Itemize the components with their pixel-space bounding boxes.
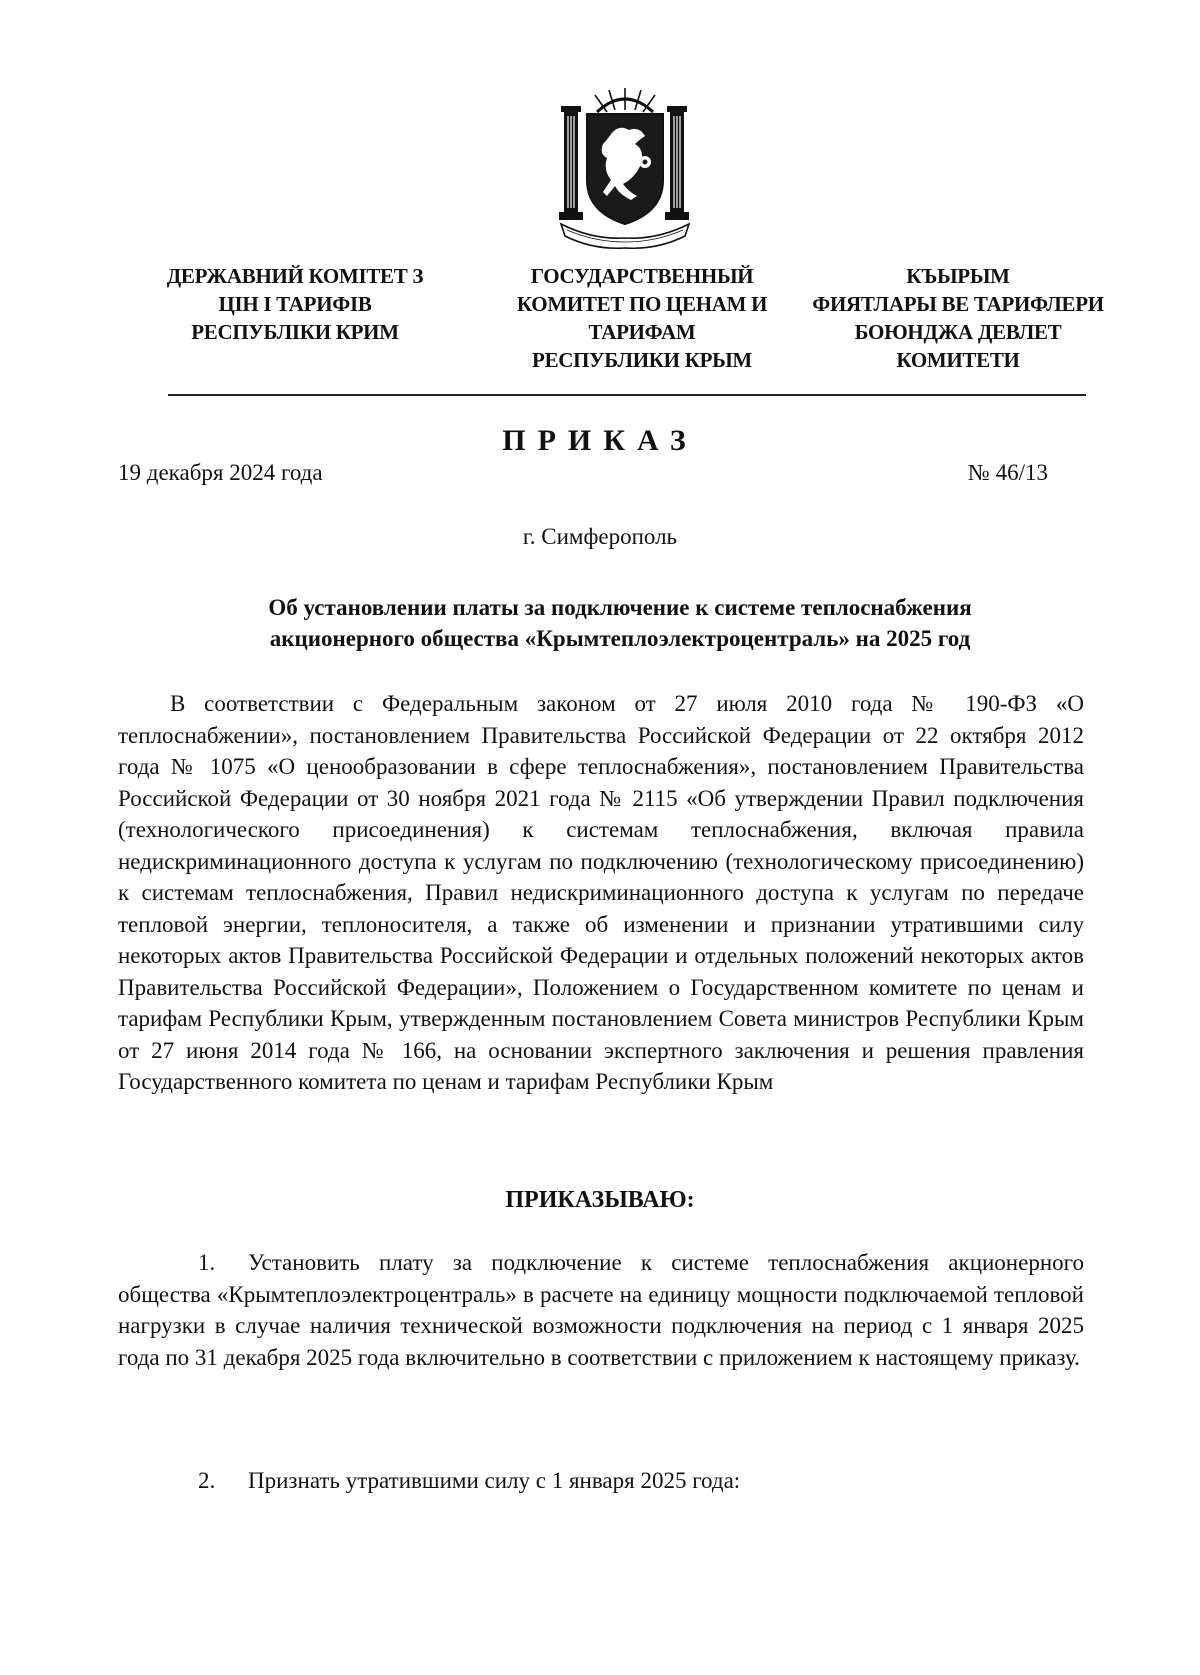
item-number: 1. <box>198 1250 216 1275</box>
order-word: ПРИКАЗЫВАЮ: <box>505 1187 695 1213</box>
header-russian <box>492 262 792 374</box>
document-date: 19 декабря 2024 года <box>118 460 323 485</box>
header-line: ГОСУДАРСТВЕННЫЙ <box>530 264 754 288</box>
preamble-paragraph: В соответствии с Федеральным законом от 27 июля 2010 года № 190-ФЗ «О теплоснабжении», постановлением Правительства Российской Федерации от 22 октября 2012 года № 1075 «О ценообразовании в сфере теплоснабжения», постановлением Правительства Российской Федерации от 30 ноября 2021 года № 2115 «Об утверждении Правил подключения (технологического присоединения) к системам теплоснабжения, включая правила недискриминационного доступа к услугам по подключению (технологическому присоединению) к системам теплоснабжения, Правил недискриминационного доступа к услугам по передаче тепловой энергии, теплоносителя, а также об изменении и признании утратившими силу некоторых актов Правительства Российской Федерации и отдельных положений некоторых актов Правительства Российской Федерации», Положением о Государственном комитете по ценам и тарифам Республики Крым, утвержденным постановлением Совета министров Республики Крым от 27 июня 2014 года № 166, на основании экспертного заключения и решения правления Государственного комитета по ценам и тарифам Республики Крым <box>118 691 1084 1094</box>
header-divider <box>168 394 1086 396</box>
header-ukrainian <box>150 262 440 346</box>
header-line: БОЮНДЖА ДЕВЛЕТ <box>854 320 1062 344</box>
header-line: ЦІН І ТАРИФІВ <box>218 292 372 316</box>
item-text: Установить плату за подключение к системе теплоснабжения акционерного общества «Крымтеплоэлектроцентраль» в расчете на единицу мощности подключаемой тепловой нагрузки в случае наличия технической возможности подключения на период с 1 января 2025 года по 31 декабря 2025 года включительно в соответствии с приложением к настоящему приказу. <box>118 1250 1084 1370</box>
header-line: КОМИТЕТ ПО ЦЕНАМ И <box>516 292 768 316</box>
header-line: ДЕРЖАВНИЙ КОМІТЕТ З <box>166 264 424 288</box>
header-line: КОМИТЕТИ <box>896 348 1020 372</box>
header-crimean-tatar <box>808 262 1108 374</box>
order-item <box>118 1465 1084 1497</box>
order-item <box>118 1247 1084 1373</box>
document-city: г. Симферополь <box>522 524 678 549</box>
header-line: ФИЯТЛАРЫ ВЕ ТАРИФЛЕРИ <box>812 292 1104 316</box>
header-line: РЕСПУБЛІКИ КРИМ <box>191 320 399 344</box>
header-line: РЕСПУБЛИКИ КРЫМ <box>532 348 752 372</box>
crimea-coat-of-arms-icon <box>553 84 697 250</box>
header-line: ТАРИФАМ <box>588 320 696 344</box>
document-number: № 46/13 <box>967 460 1048 485</box>
item-number: 2. <box>198 1468 216 1493</box>
document-type: ПРИКАЗ <box>502 424 698 457</box>
header-line: КЪЫРЫМ <box>906 264 1010 288</box>
item-text: Признать утратившими силу с 1 января 2025 года: <box>248 1468 741 1493</box>
title-line: акционерного общества «Крымтеплоэлектроцентраль» на 2025 год <box>269 626 971 651</box>
document-title <box>140 592 1100 654</box>
title-line: Об установлении платы за подключение к системе теплоснабжения <box>268 595 972 620</box>
